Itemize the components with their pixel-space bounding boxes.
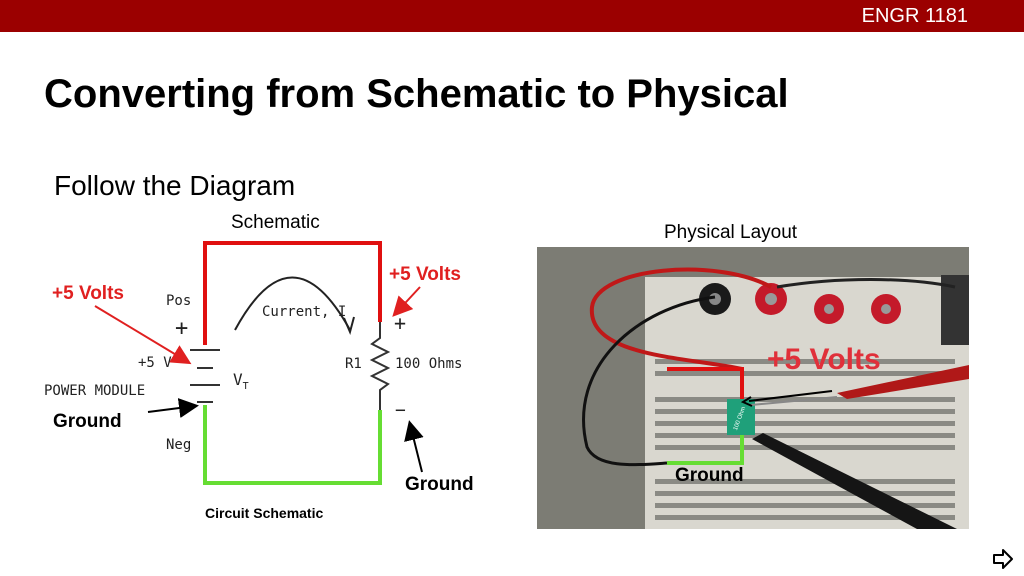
voltage-label: +5 V <box>138 355 172 371</box>
resistor-minus-sign: − <box>395 400 406 421</box>
vt-label: $V_T$ <box>233 370 249 393</box>
pos-plus-sign: + <box>175 316 189 341</box>
schematic-heading: Schematic <box>231 212 320 233</box>
resistor-plus-sign: + <box>394 311 407 335</box>
schematic-caption: Circuit Schematic <box>205 505 324 521</box>
label-5v-physical: +5 Volts <box>767 343 881 376</box>
slide-subtitle: Follow the Diagram <box>54 170 296 201</box>
resistor-module-text: 100 Ohm <box>733 406 748 432</box>
label-ground-left: Ground <box>53 411 122 432</box>
course-code: ENGR 1181 <box>861 5 968 27</box>
slide-title: Converting from Schematic to Physical <box>44 72 789 116</box>
ohms-label: 100 Ohms <box>395 356 463 372</box>
pos-label: Pos <box>166 293 192 309</box>
resistor-symbol <box>372 322 388 410</box>
power-module-label: POWER MODULE <box>44 383 146 399</box>
next-arrow-icon[interactable] <box>992 548 1014 570</box>
arrow-ground-left <box>148 406 195 412</box>
breadboard-photo <box>537 247 969 529</box>
label-5v-left: +5 Volts <box>52 283 124 304</box>
label-5v-right: +5 Volts <box>389 264 461 285</box>
physical-heading: Physical Layout <box>664 222 798 243</box>
neg-label: Neg <box>166 437 192 453</box>
positive-wire <box>205 243 380 345</box>
r1-label: R1 <box>345 356 362 372</box>
label-ground-right: Ground <box>405 474 474 495</box>
label-ground-physical: Ground <box>675 465 744 486</box>
current-label: Current, I <box>262 304 347 320</box>
ground-wire <box>205 405 380 483</box>
arrow-ground-right <box>410 424 422 472</box>
arrow-5v-right <box>395 287 420 314</box>
